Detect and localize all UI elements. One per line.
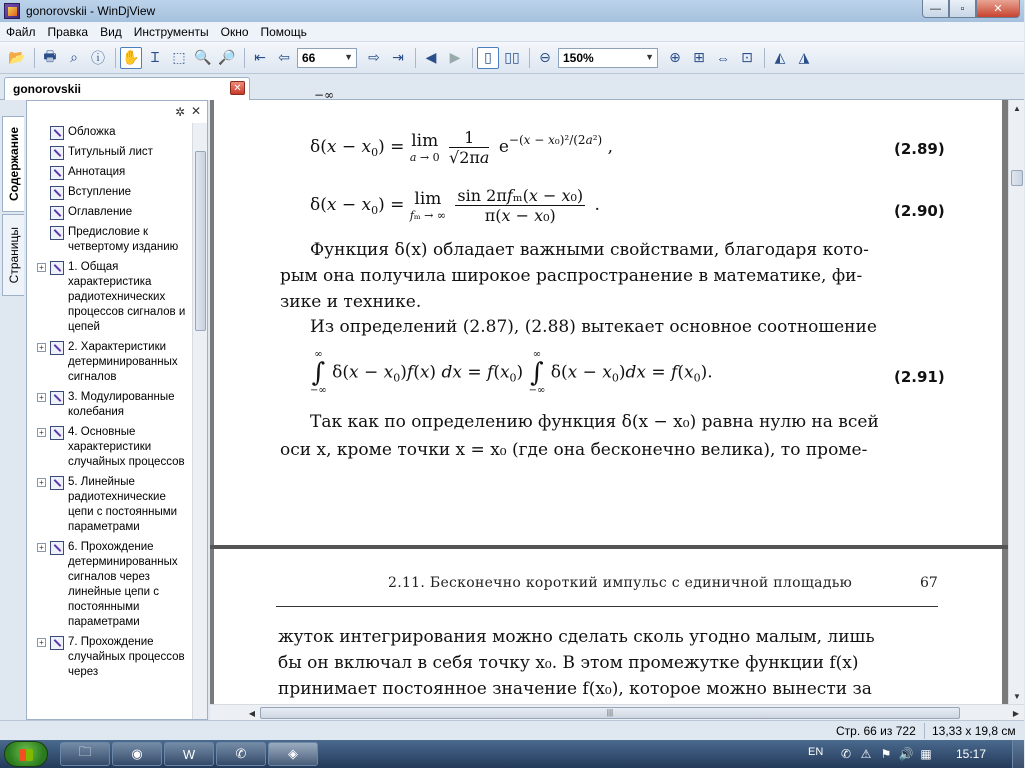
network-tray-icon[interactable]: ▦: [920, 747, 932, 761]
contents-item[interactable]: [27, 145, 193, 160]
text-select-icon[interactable]: Ɪ: [151, 49, 159, 65]
panel-scrollbar[interactable]: [192, 123, 207, 719]
toolbar-separator: [244, 48, 245, 68]
tree-spacer: [37, 168, 46, 177]
find-icon[interactable]: ⌕: [70, 49, 78, 65]
toolbar-separator: [472, 48, 473, 68]
status-divider: [924, 723, 925, 739]
toolbar-separator: [115, 48, 116, 68]
contents-item[interactable]: [27, 260, 193, 335]
contents-item-label: 6. Прохождение детерминированных сигналов через линейные цепи с постоянными параметрами: [68, 541, 178, 628]
zoom-in-tool-icon[interactable]: 🔍: [194, 49, 212, 65]
expand-icon[interactable]: +: [37, 263, 46, 272]
expand-icon[interactable]: +: [37, 543, 46, 552]
contents-item-label: 1. Общая характеристика радиотехнических процессов сигналов и цепей: [68, 261, 186, 333]
expand-icon[interactable]: +: [37, 428, 46, 437]
prev-page-icon[interactable]: ⇦: [278, 49, 290, 65]
bookmark-page-icon: [50, 261, 64, 275]
maximize-button[interactable]: ▫: [949, 0, 976, 18]
scroll-right-icon[interactable]: ▶: [1012, 708, 1020, 718]
contents-item[interactable]: [27, 635, 193, 680]
contents-item[interactable]: [27, 225, 193, 255]
para1-line2: рым она получила широкое распространение в математике, фи-: [280, 266, 863, 286]
contents-item-label: Обложка: [68, 126, 116, 138]
bookmark-page-icon: [50, 426, 64, 440]
chevron-down-icon: ▼: [645, 51, 654, 62]
show-desktop-button[interactable]: [1012, 740, 1024, 768]
contents-item[interactable]: [27, 185, 193, 200]
rect-select-icon[interactable]: ⬚: [172, 49, 186, 65]
title-bar: [0, 0, 1024, 22]
zoom-value: 150%: [563, 50, 594, 65]
window-title: gonorovskii - WinDjView: [26, 4, 156, 18]
contents-item-label: Титульный лист: [68, 146, 153, 158]
side-tabs: [0, 100, 26, 720]
bookmark-page-icon: [50, 126, 64, 140]
back-icon[interactable]: ◀: [425, 49, 437, 65]
expand-icon[interactable]: +: [37, 393, 46, 402]
contents-panel: [26, 100, 208, 720]
start-button[interactable]: [4, 741, 48, 767]
equation-2-91: ∞ ∫ −∞ $\delta(x - x_0)f(x)$ dx = $f(x_0)$ ∞ ∫ −∞ $\delta(x - x_0)dx = f(x_0)$.: [310, 349, 713, 396]
contents-item[interactable]: [27, 205, 193, 220]
contents-item-label: 3. Модулированные колебания: [68, 391, 175, 418]
next-page-icon[interactable]: ⇨: [368, 49, 380, 65]
info-icon[interactable]: ⓘ: [91, 49, 105, 66]
menu-window[interactable]: Окно: [220, 24, 249, 39]
para1-line3: зике и технике.: [280, 292, 422, 312]
contents-item-label: Вступление: [68, 186, 132, 198]
para3-line1: Так как по определению функция δ(x − x₀) равна нулю на всей: [310, 412, 879, 432]
para4-line1: жуток интегрирования можно сделать сколь угодно малым, лишь: [278, 627, 875, 647]
bookmark-page-icon: [50, 541, 64, 555]
flag-tray-icon[interactable]: ⚑: [880, 747, 892, 761]
minimize-button[interactable]: —: [922, 0, 949, 18]
para3-line2: оси x, кроме точки x = x₀ (где она бесконечно велика), то проме-: [280, 440, 868, 460]
zoom-out-tool-icon[interactable]: 🔎: [218, 49, 236, 65]
toolbar-separator: [415, 48, 416, 68]
bookmark-page-icon: [50, 186, 64, 200]
contents-item-label: 7. Прохождение случайных процессов через: [68, 636, 185, 678]
scroll-left-icon[interactable]: ◀: [248, 708, 256, 718]
explorer-taskbar-icon[interactable]: 🗀: [60, 742, 110, 766]
tree-spacer: [37, 148, 46, 157]
contents-item-label: Предисловие к четвертому изданию: [68, 226, 179, 253]
contents-item-label: 2. Характеристики детерминированных сигналов: [68, 341, 178, 383]
tab-pages[interactable]: [2, 214, 24, 296]
tab-gonorovskii[interactable]: [4, 77, 250, 100]
toolbar: [0, 42, 1024, 74]
rotate-right-icon[interactable]: ◮: [798, 49, 810, 65]
status-bar: [0, 720, 1024, 740]
document-view[interactable]: [210, 88, 1008, 704]
equation-number-2-89: (2.89): [894, 140, 945, 158]
warning-tray-icon[interactable]: ⚠: [860, 747, 872, 761]
toolbar-separator: [34, 48, 35, 68]
contents-item[interactable]: [27, 390, 193, 420]
document-vertical-scrollbar[interactable]: [1008, 100, 1024, 704]
contents-tree: [27, 125, 193, 685]
bookmark-page-icon: [50, 341, 64, 355]
fit-width-icon[interactable]: ⇔: [716, 49, 730, 66]
rotate-left-icon[interactable]: ◭: [774, 49, 786, 65]
clock[interactable]: 15:17: [956, 747, 987, 761]
contents-item[interactable]: [27, 125, 193, 140]
single-page-layout-icon[interactable]: ▯: [477, 47, 499, 69]
forward-icon[interactable]: ▶: [449, 49, 461, 65]
expand-icon[interactable]: +: [37, 343, 46, 352]
menu-bar: [0, 22, 1024, 42]
tab-contents[interactable]: [2, 116, 24, 212]
zoom-out-icon[interactable]: ⊖: [539, 49, 551, 65]
para4-line2: бы он включал в себя точку x₀. В этом промежутке функции f(x): [278, 653, 859, 673]
chrome-taskbar-icon[interactable]: ◉: [112, 742, 162, 766]
windjview-taskbar-icon[interactable]: ◈: [268, 742, 318, 766]
language-indicator[interactable]: EN: [808, 746, 824, 758]
two-page-layout-icon[interactable]: ▯▯: [504, 49, 520, 65]
gear-icon[interactable]: ✲: [174, 105, 185, 119]
document-tabstrip: [0, 74, 1024, 100]
menu-view[interactable]: Вид: [100, 24, 122, 39]
contents-item[interactable]: [27, 475, 193, 535]
app-icon: [4, 3, 20, 19]
chevron-down-icon: ▼: [344, 51, 353, 62]
menu-edit[interactable]: Правка: [47, 24, 89, 39]
contents-item[interactable]: [27, 165, 193, 180]
bookmark-page-icon: [50, 206, 64, 220]
zoom-combo[interactable]: [558, 48, 658, 68]
expand-icon[interactable]: +: [37, 638, 46, 647]
tree-spacer: [37, 228, 46, 237]
contents-item-label: 4. Основные характеристики случайных процессов: [68, 426, 185, 468]
para2-line1: Из определений (2.87), (2.88) вытекает основное соотношение: [310, 317, 877, 337]
zoom-in-icon[interactable]: ⊕: [669, 49, 681, 65]
para1-line1: Функция δ(x) обладает важными свойствами, благодаря кото-: [310, 240, 869, 260]
bookmark-page-icon: [50, 476, 64, 490]
menu-tools[interactable]: Инструменты: [133, 24, 209, 39]
tab-pages-label: Страницы: [6, 226, 21, 284]
viber-tray-icon[interactable]: ✆: [840, 747, 852, 761]
contents-item[interactable]: [27, 425, 193, 470]
status-page-count: Стр. 66 из 722: [836, 724, 916, 738]
hand-tool-icon[interactable]: ✋: [120, 47, 142, 69]
running-page-number: 67: [920, 575, 938, 591]
equation-2-89: $\delta(x - x_0)$ = lim a → 0 $\frac{1}{√2\pi a}$ $e^{-(x - x_0)^2/(2a^2)}$ ,: [310, 128, 614, 167]
contents-item[interactable]: [27, 540, 193, 630]
contents-item-label: Аннотация: [68, 166, 126, 178]
taskbar: [0, 740, 1024, 768]
actual-size-icon[interactable]: ⊡: [741, 49, 753, 65]
page-number-combo[interactable]: [297, 48, 357, 68]
volume-tray-icon[interactable]: 🔊: [898, 747, 914, 761]
cut-fragment: −∞: [314, 88, 335, 102]
tab-label: gonorovskii: [13, 82, 82, 96]
close-button[interactable]: ✕: [976, 0, 1020, 18]
header-rule: [276, 606, 938, 607]
bookmark-page-icon: [50, 636, 64, 650]
tree-spacer: [37, 128, 46, 137]
bookmark-page-icon: [50, 391, 64, 405]
page-number-value: 66: [302, 50, 316, 65]
bookmark-page-icon: [50, 166, 64, 180]
last-page-icon[interactable]: ⇥: [392, 49, 404, 65]
equation-number-2-91: (2.91): [894, 368, 945, 386]
fit-page-icon[interactable]: ⊞: [693, 49, 705, 65]
running-head: 2.11. Бесконечно короткий импульс с единичной площадью: [388, 575, 853, 591]
page-66: [214, 88, 1002, 545]
toolbar-separator: [529, 48, 530, 68]
scroll-down-icon[interactable]: ▼: [1013, 691, 1021, 701]
tree-spacer: [37, 188, 46, 197]
close-panel-icon[interactable]: ✕: [190, 104, 201, 118]
viber-taskbar-icon[interactable]: ✆: [216, 742, 266, 766]
horizontal-scroll-thumb[interactable]: |||: [260, 707, 960, 719]
tab-contents-label: Содержание: [6, 127, 21, 201]
contents-item[interactable]: [27, 340, 193, 385]
vertical-scroll-thumb[interactable]: [1011, 170, 1023, 186]
expand-icon[interactable]: +: [37, 478, 46, 487]
panel-header: [27, 101, 207, 123]
para4-line3: принимает постоянное значение f(x₀), которое можно вынести за: [278, 679, 872, 699]
bookmark-page-icon: [50, 226, 64, 240]
menu-file[interactable]: Файл: [6, 24, 36, 39]
tree-spacer: [37, 208, 46, 217]
word-taskbar-icon[interactable]: W: [164, 742, 214, 766]
status-page-size: 13,33 x 19,8 см: [932, 724, 1016, 738]
menu-help[interactable]: Помощь: [260, 24, 307, 39]
open-folder-icon[interactable]: 📂: [8, 49, 26, 65]
toolbar-separator: [764, 48, 765, 68]
close-tab-icon[interactable]: ✕: [230, 81, 245, 95]
bookmark-page-icon: [50, 146, 64, 160]
equation-number-2-90: (2.90): [894, 202, 945, 220]
contents-item-label: Оглавление: [68, 206, 133, 218]
equation-2-90: $\delta(x - x_0)$ = lim fₘ → ∞ $\frac{\text{sin 2πfₘ(x − x₀)}}{\text{π(x − x₀)}}$ .: [310, 186, 600, 225]
contents-item-label: 5. Линейные радиотехнические цепи с постоянными параметрами: [68, 476, 178, 533]
page-67: [214, 549, 1002, 709]
first-page-icon[interactable]: ⇤: [254, 49, 266, 65]
panel-scroll-thumb[interactable]: [195, 151, 206, 331]
document-horizontal-scrollbar[interactable]: [210, 704, 1024, 720]
scroll-up-icon[interactable]: ▲: [1013, 103, 1021, 113]
print-icon[interactable]: 🖶: [43, 47, 57, 64]
